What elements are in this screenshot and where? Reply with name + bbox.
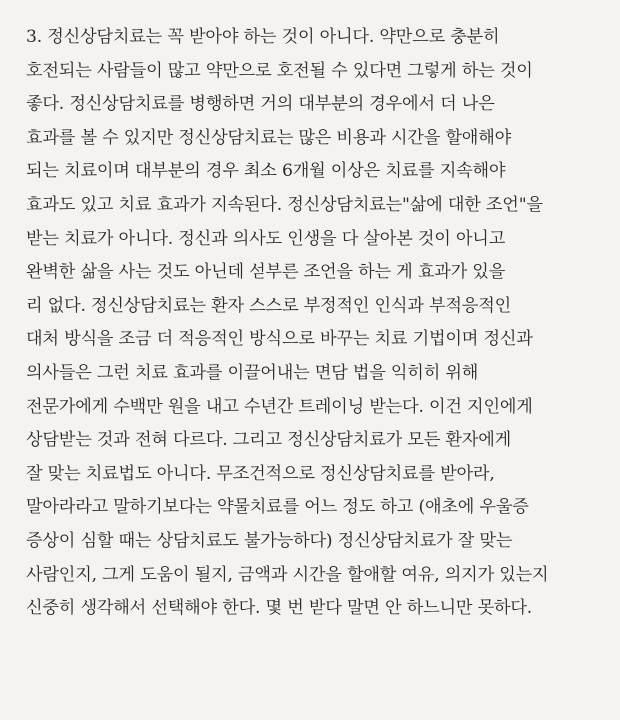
text-line: 효과도 있고 치료 효과가 지속된다. 정신상담치료는"삶에 대한 조언"을 (26, 194, 543, 215)
text-line: 되는 치료이며 대부분의 경우 최소 6개월 이상은 치료를 지속해야 (26, 161, 506, 182)
text-line: 잘 맞는 치료법도 아니다. 무조건적으로 정신상담치료를 받아라, (26, 463, 495, 484)
paragraph (26, 21, 602, 626)
text-line: 의사들은 그런 치료 효과를 이끌어내는 면담 법을 익히히 위해 (26, 362, 479, 383)
text-line: 신중히 생각해서 선택해야 한다. 몇 번 받다 말면 안 하느니만 못하다. (26, 598, 533, 619)
text-line: 호전되는 사람들이 많고 약만으로 호전될 수 있다면 그렇게 하는 것이 (26, 60, 533, 81)
text-line: 효과를 볼 수 있지만 정신상담치료는 많은 비용과 시간을 할애해야 (26, 127, 511, 148)
text-line: 말아라라고 말하기보다는 약물치료를 어느 정도 하고 (애초에 우울증 (26, 497, 529, 518)
text-line: 좋다. 정신상담치료를 병행하면 거의 대부분의 경우에서 더 나은 (26, 94, 495, 115)
text-line: 리 없다. 정신상담치료는 환자 스스로 부정적인 인식과 부적응적인 (26, 295, 511, 316)
text-line: 대처 방식을 조금 더 적응적인 방식으로 바꾸는 치료 기법이며 정신과 (26, 329, 533, 350)
text-line: 상담받는 것과 전혀 다르다. 그리고 정신상담치료가 모든 환자에게 (26, 430, 511, 451)
text-line: 전문가에게 수백만 원을 내고 수년간 트레이닝 받는다. 이건 지인에게 (26, 396, 533, 417)
text-line: 증상이 심할 때는 상담치료도 불가능하다) 정신상담치료가 잘 맞는 (26, 530, 513, 551)
text-line: 받는 치료가 아니다. 정신과 의사도 인생을 다 살아본 것이 아니고 (26, 228, 506, 249)
text-line: 3. 정신상담치료는 꼭 받아야 하는 것이 아니다. 약만으로 충분히 (26, 27, 500, 47)
text-line: 사람인지, 그게 도움이 될지, 금액과 시간을 할애할 여유, 의지가 있는지 (26, 564, 549, 585)
text-line: 완벽한 삶을 사는 것도 아닌데 섣부른 조언을 하는 게 효과가 있을 (26, 262, 506, 283)
